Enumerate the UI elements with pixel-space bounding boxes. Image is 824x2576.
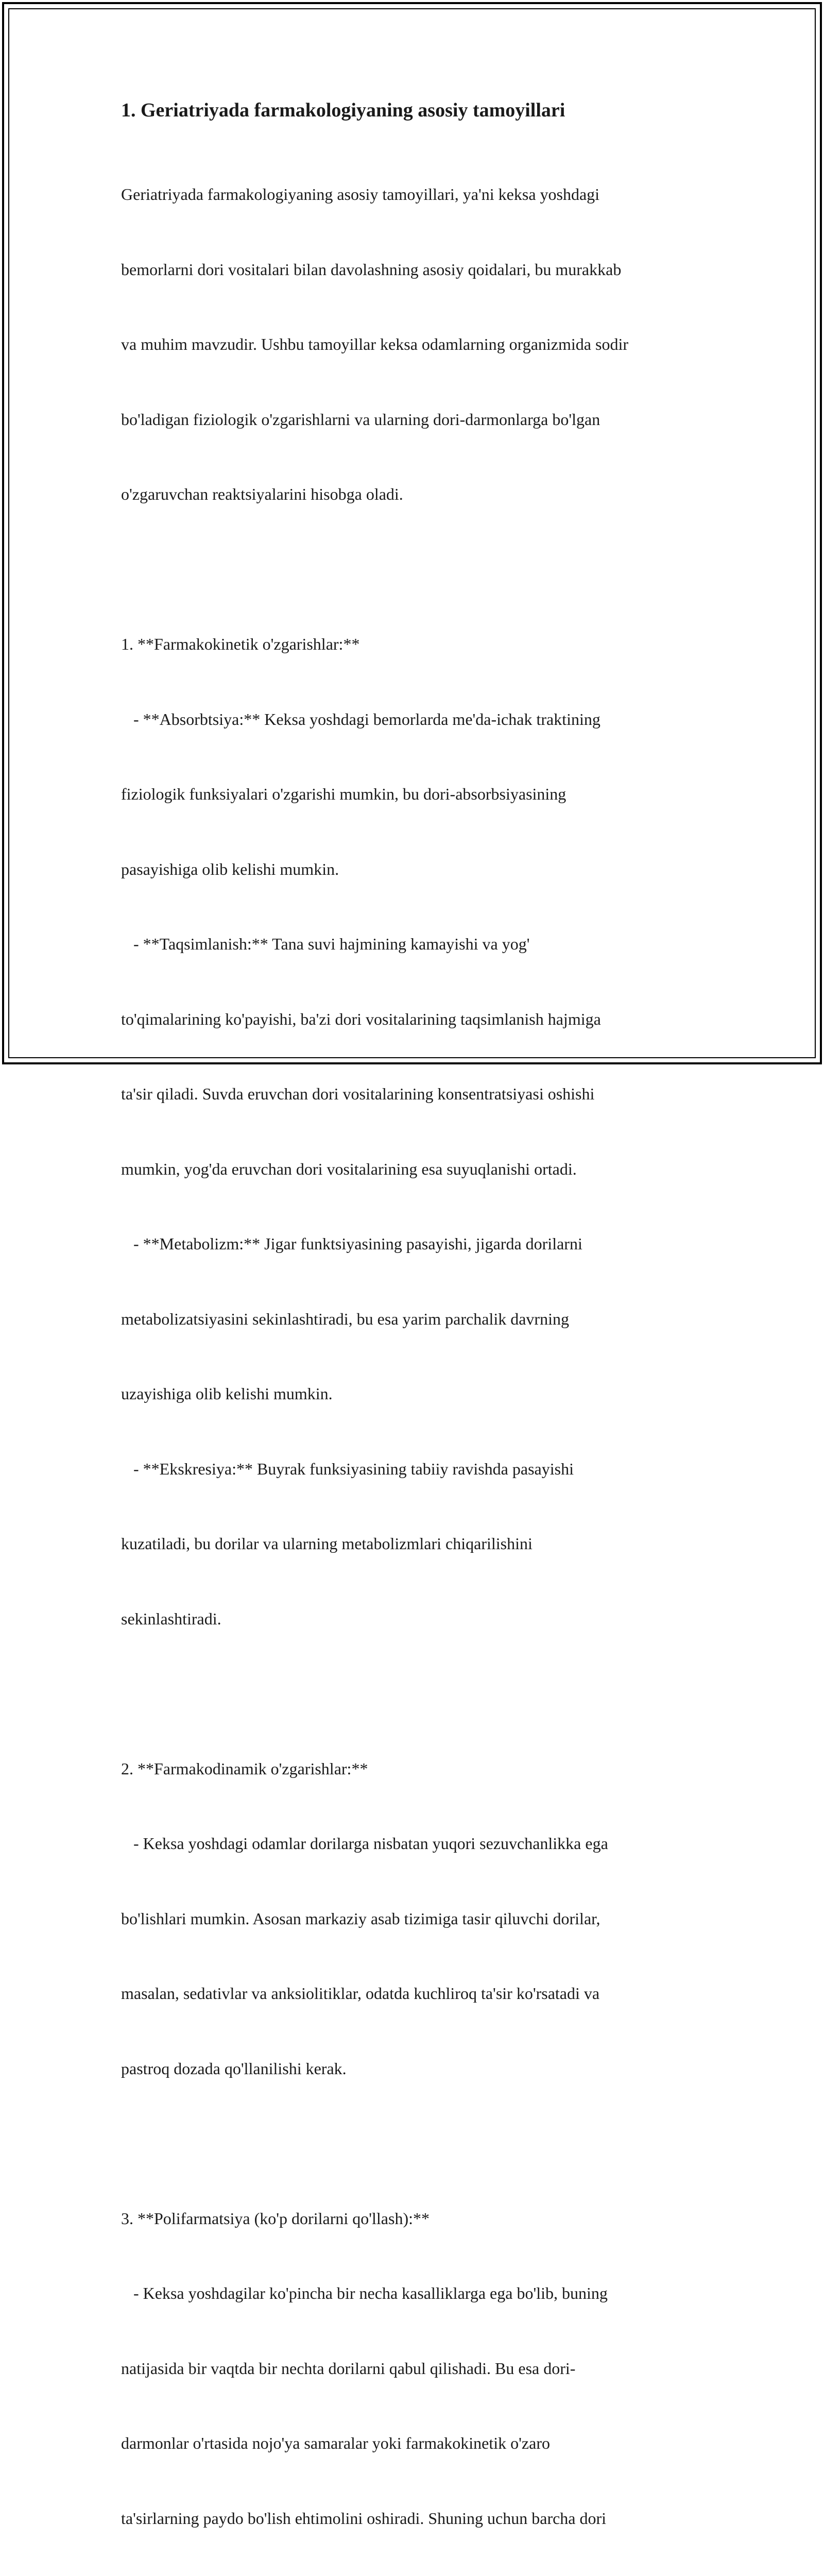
text-line: mumkin, yog'da eruvchan dori vositalarining esa suyuqlanishi ortadi.	[121, 1159, 577, 1178]
text-line: o'zgaruvchan reaktsiyalarini hisobga oladi.	[121, 485, 403, 503]
text-line: Geriatriyada farmakologiyaning asosiy tamoyillari, ya'ni keksa yoshdagi	[121, 185, 600, 204]
blank-line	[121, 557, 713, 582]
blank-line	[121, 2131, 713, 2156]
text-line: bo'lishlari mumkin. Asosan markaziy asab tizimiga tasir qiluvchi dorilar,	[121, 1909, 600, 1928]
text-line: bemorlarni dori vositalari bilan davolashning asosiy qoidalari, bu murakkab	[121, 260, 622, 279]
text-line: fiziologik funksiyalari o'zgarishi mumkin, bu dori-absorbsiyasining	[121, 785, 566, 803]
text-line: bo'ladigan fiziologik o'zgarishlarni va ularning dori-darmonlarga bo'lgan	[121, 410, 600, 429]
text-line: - Keksa yoshdagi odamlar dorilarga nisbatan yuqori sezuvchanlikka ega	[121, 1834, 608, 1853]
text-line: - **Ekskresiya:** Buyrak funksiyasining tabiiy ravishda pasayishi	[121, 1459, 574, 1478]
document-body	[121, 132, 713, 2576]
text-line: uzayishiga olib kelishi mumkin.	[121, 1384, 333, 1403]
text-line: ta'sir qiladi. Suvda eruvchan dori vositalarining konsentratsiyasi oshishi	[121, 1084, 595, 1103]
text-line: - **Absorbtsiya:** Keksa yoshdagi bemorlarda me'da-ichak traktining	[121, 709, 600, 728]
text-line: - **Metabolizm:** Jigar funktsiyasining pasayishi, jigarda dorilarni	[121, 1234, 582, 1253]
document-content	[121, 95, 713, 2576]
text-line: 3. **Polifarmatsiya (ko'p dorilarni qo'llash):**	[121, 2209, 430, 2228]
text-line: masalan, sedativlar va anksiolitiklar, odatda kuchliroq ta'sir ko'rsatadi va	[121, 1984, 600, 2003]
blank-line	[121, 1681, 713, 1706]
text-line: - **Taqsimlanish:** Tana suvi hajmining kamayishi va yog'	[121, 935, 530, 953]
text-line: 2. **Farmakodinamik o'zgarishlar:**	[121, 1759, 368, 1778]
text-line: kuzatiladi, bu dorilar va ularning metabolizmlari chiqarilishini	[121, 1534, 533, 1553]
text-line: natijasida bir vaqtda bir nechta dorilarni qabul qilishadi. Bu esa dori-	[121, 2359, 576, 2378]
text-line: pasayishiga olib kelishi mumkin.	[121, 859, 339, 878]
text-line: ta'sirlarning paydo bo'lish ehtimolini oshiradi. Shuning uchun barcha dori	[121, 2509, 607, 2528]
text-line: - Keksa yoshdagilar ko'pincha bir necha kasalliklarga ega bo'lib, buning	[121, 2284, 608, 2302]
text-line: darmonlar o'rtasida nojo'ya samaralar yoki farmakokinetik o'zaro	[121, 2434, 550, 2452]
text-line: metabolizatsiyasini sekinlashtiradi, bu esa yarim parchalik davrning	[121, 1309, 569, 1328]
document-title: 1. Geriatriyada farmakologiyaning asosiy tamoyillari	[121, 99, 565, 121]
text-line: 1. **Farmakokinetik o'zgarishlar:**	[121, 635, 360, 653]
text-line: va muhim mavzudir. Ushbu tamoyillar keksa odamlarning organizmida sodir	[121, 335, 628, 353]
text-line: pastroq dozada qo'llanilishi kerak.	[121, 2059, 347, 2078]
text-line: to'qimalarining ko'payishi, ba'zi dori vositalarining taqsimlanish hajmiga	[121, 1009, 601, 1028]
text-line: sekinlashtiradi.	[121, 1609, 221, 1628]
